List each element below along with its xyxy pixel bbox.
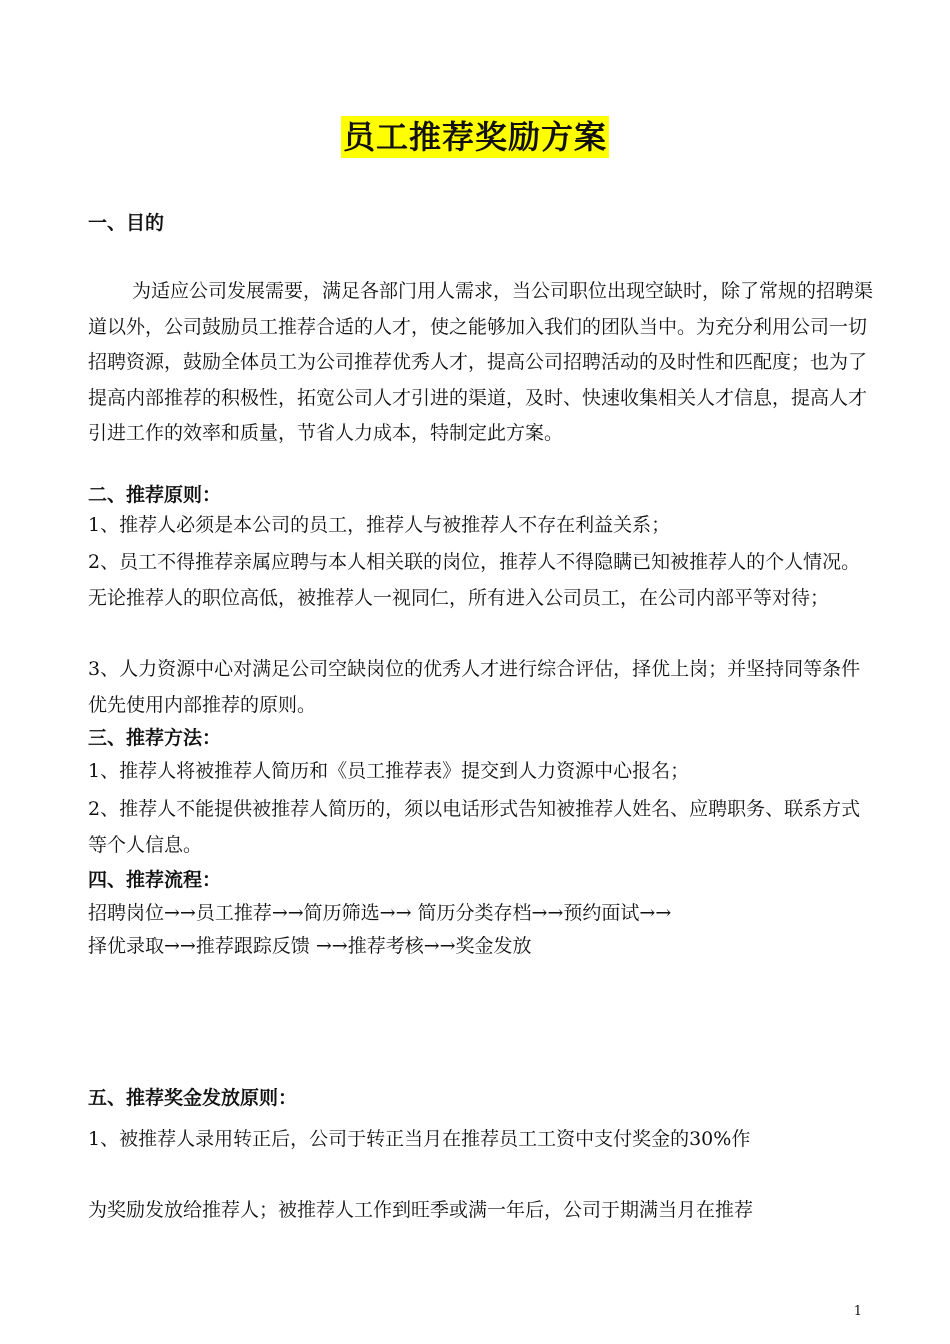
document-title: 员工推荐奖励方案 bbox=[342, 118, 607, 156]
bonus-line-2: 为奖励发放给推荐人；被推荐人工作到旺季或满一年后，公司于期满当月在推荐 bbox=[88, 1199, 754, 1221]
purpose-paragraph: 为适应公司发展需要，满足各部门用人需求，当公司职位出现空缺时，除了常规的招聘渠道以外，公司鼓励员工推荐合适的人才，使之能够加入我们的团队当中。为充分利用公司一切招聘资源，鼓励全体员工为公司推荐优秀人才，提高公司招聘活动的及时性和匹配度；也为了提高内部推荐的积极性，拓宽公司人才引进的渠道，及时、快速收集相关人才信息，提高人才引进工作的效率和质量，节省人力成本，特制定此方案。 bbox=[88, 280, 874, 444]
page-number: 1 bbox=[853, 1304, 862, 1319]
process-flow-line-2: 择优录取→→推荐跟踪反馈 →→推荐考核→→奖金发放 bbox=[88, 935, 532, 957]
process-flow-line-1: 招聘岗位→→员工推荐→→简历筛选→→ 简历分类存档→→预约面试→→ bbox=[88, 902, 672, 924]
principle-item-1: 1、推荐人必须是本公司的员工，推荐人与被推荐人不存在利益关系； bbox=[88, 514, 671, 536]
title-container bbox=[0, 116, 950, 158]
section-heading-purpose: 一、目的 bbox=[88, 212, 165, 234]
principle-item-3: 3、人力资源中心对满足公司空缺岗位的优秀人才进行综合评估，择优上岗；并坚持同等条件优先使用内部推荐的原则。 bbox=[88, 658, 861, 716]
section-heading-principles: 二、推荐原则： bbox=[88, 484, 222, 506]
section-heading-bonus: 五、推荐奖金发放原则： bbox=[88, 1087, 298, 1109]
section-heading-process: 四、推荐流程： bbox=[88, 869, 222, 891]
bonus-line-1: 1、被推荐人录用转正后，公司于转正当月在推荐员工工资中支付奖金的30%作 bbox=[88, 1128, 751, 1150]
method-item-2: 2、推荐人不能提供被推荐人简历的，须以电话形式告知被推荐人姓名、应聘职务、联系方式等个人信息。 bbox=[88, 798, 861, 856]
section-heading-methods: 三、推荐方法： bbox=[88, 727, 222, 749]
method-item-1: 1、推荐人将被推荐人简历和《员工推荐表》提交到人力资源中心报名； bbox=[88, 760, 690, 782]
principle-item-2: 2、员工不得推荐亲属应聘与本人相关联的岗位，推荐人不得隐瞒已知被推荐人的个人情况。无论推荐人的职位高低，被推荐人一视同仁，所有进入公司员工，在公司内部平等对待； bbox=[88, 551, 861, 609]
